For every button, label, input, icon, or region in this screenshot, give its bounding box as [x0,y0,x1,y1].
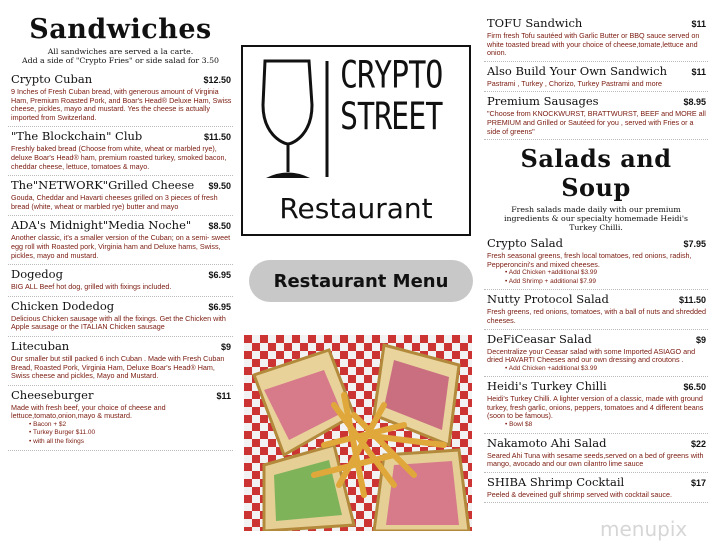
menu-item [484,377,708,433]
menu-item-price: $11 [691,66,706,77]
menu-item-addon: • Bowl $8 [505,421,708,430]
menu-item [8,386,233,452]
menu-item-price: $11 [691,19,706,29]
menu-item-name: Premium Sausages [487,94,599,109]
restaurant-menu-button[interactable]: Restaurant Menu [249,260,473,302]
menu-item-name: Nakamoto Ahi Salad [487,435,607,450]
menu-item-description: Heidi's Turkey Chilli. A lighter version of a classic, made with ground turkey, fresh garlic, onions, peppers, tomatoes and 4 different beans (soon to be famous). [487,394,704,421]
menu-item [8,176,233,216]
menu-item-description: Fresh seasonal greens, fresh local tomatoes, red onions, radish, Pepperoncini's and mixed cheeses. [487,251,692,269]
menu-item-header [487,436,708,450]
logo-line1: CRYPTO [340,53,443,98]
sandwich-list [8,70,233,451]
sandwiches-title: Sandwiches [29,14,212,45]
menu-item [484,330,708,378]
food-photo [244,335,472,531]
menu-item-header [487,475,708,489]
menu-item [484,234,708,290]
menu-item-description: Gouda, Cheddar and Havarti cheeses grilled on 3 pieces of fresh bread (white, wheat or marbled rye) butter and mayo [11,193,218,211]
menu-item-name: Nutty Protocol Salad [487,292,609,307]
menu-item-price: $17 [690,477,706,488]
menu-item-header [11,218,233,232]
menu-item-name: ADA's Midnight"Media Noche" [11,218,192,233]
right-sandwich-list [484,14,708,140]
menu-item [484,473,708,504]
menu-item-addon: • Add Chicken +additional $3.99 [505,269,708,278]
menu-item-description: Made with fresh beef, your choice of cheese and lettuce,tomato,onion,mayo & mustard. [11,402,166,421]
menu-item-description: "Choose from KNOCKWURST, BRATTWURST, BEEF and MORE all PREMIUM and Grilled or Sautéed for you , served with Fries or a side of greens" [487,109,706,136]
menu-item [484,434,708,473]
menu-item-description: Pastrami , Turkey , Chorizo, Turkey Pastrami and more [487,78,662,88]
sandwiches-column [8,0,233,451]
menu-item-description: Our smaller but still packed 6 inch Cuban . Made with Fresh Cuban Bread, Roasted Pork, Virginia Ham, Deluxe Boar's Head® Ham, Swiss cheese and pickles, Mayo and Mustard. [11,353,225,381]
menu-item [8,337,233,386]
menu-item [484,62,708,93]
menu-item-description: BIG ALL Beef hot dog, grilled with fixings included. [11,282,172,292]
menu-item-price: $22 [690,438,706,449]
menu-item-price: $9 [695,334,706,345]
menu-item-header [487,236,708,250]
menu-item-price: $11.50 [203,132,231,143]
menu-item-header [11,388,233,402]
menu-item-name: "The Blockchain" Club [11,129,143,144]
menu-item-header [11,267,233,281]
menu-item-header [487,292,708,306]
menu-item-price: $9 [220,341,231,352]
menu-item [8,70,233,127]
menu-item-name: SHIBA Shrimp Cocktail [487,474,625,489]
menu-item-price: $8.50 [208,221,231,232]
menu-item-price: $11.50 [678,295,706,306]
menu-item-name: TOFU Sandwich [487,16,583,30]
menu-item-name: The"NETWORK"Grilled Cheese [11,178,195,193]
menu-item-price: $12.50 [203,75,231,85]
menu-item-description: Delicious Chicken sausage with all the fixings. Get the Chicken with Apple sausage or the ITALIAN Chicken sausage [11,313,226,332]
logo [241,45,471,236]
menu-item-description: Fresh greens, red onions, tomatoes, with a ball of nuts and shredded cheeses. [487,307,706,325]
watermark-logo: menupix [600,517,688,541]
menu-item-name: DeFiCeasar Salad [487,331,592,346]
salads-title: Salads and Soup [520,144,672,203]
menu-item-description: 9 Inches of Fresh Cuban bread, with generous amount of Virginia Ham, Premium Roasted Pork, and Boar's Head® Deluxe Ham, Swiss cheese, pickles, mayo and mustard. Yes the cheese is actually imported from Switzerland. [11,87,232,122]
menu-item [484,92,708,140]
menu-item-header [487,16,708,30]
salads-note: Fresh salads made daily with our premium ingredients & our specialty homemade Heidi's Turkey Chilli. [504,205,688,233]
menu-item [8,216,233,265]
sandwiches-note: All sandwiches are served a la carte. Add a side of "Crypto Fries" or side salad for 3.50 [21,47,220,65]
menu-item-name: Litecuban [11,338,70,353]
menu-item-price: $8.95 [683,97,706,108]
logo-line2: STREET [340,95,443,139]
menu-item-addon: • with all the fixings [29,438,233,447]
menu-item-header [11,178,233,192]
menu-item-name: Cheeseburger [11,387,94,402]
menu-item-header [487,64,708,78]
logo-restaurant-text: Restaurant [279,192,433,225]
menu-item-price: $11 [216,390,231,401]
menu-item-name: Crypto Cuban [11,72,93,86]
menu-item-description: Freshly baked bread (Choose from white, wheat or marbled rye), deluxe Boar's Head® ham, premium roasted turkey, smoked bacon, cheddar cheese, lettuce, tomatoes & mayo. [11,144,227,171]
menu-item [8,127,233,176]
right-column [484,0,708,503]
menu-item [484,14,708,62]
menu-item-description: Peeled & deveined gulf shrimp served with cocktail sauce. [487,489,672,499]
menu-item-header [487,332,708,346]
menu-item-addon: • Turkey Burger $11.00 [29,429,233,438]
menu-item-price: $6.95 [208,301,231,312]
salad-list [484,234,708,503]
menu-item-name: Chicken Dodedog [11,298,115,313]
menu-item-description: Another classic, it's a smaller version of the Cuban; on a semi- sweet egg roll with Roasted pork, Virginia ham and Deluxe hams, Swiss, pickles, mayo and mustard. [11,233,231,260]
menu-item-header [11,339,233,353]
menu-item-price: $6.95 [208,270,231,281]
menu-item-header [487,379,708,393]
menu-item-price: $9.50 [208,181,231,192]
menu-item [8,297,233,337]
menu-item-description: Firm fresh Tofu sautéed with Garlic Butter or BBQ sauce served on white toasted bread with your choice of cheese,tomate,lettuce and onion. [487,31,700,58]
menu-item-description: Seared Ahi Tuna with sesame seeds,served on a bed of greens with mango, avocado and our own cilantro lime sauce [487,450,704,469]
menu-item-header [11,72,233,86]
menu-item-description: Decentralize your Ceasar salad with some Imported ASIAGO and dried HAVARTI Cheeses and our own dressing and croutons . [487,346,696,365]
menu-item-name: Also Build Your Own Sandwich [487,63,667,78]
menu-item-header [11,129,233,143]
menu-item-addon: • Add Chicken +additional $3.99 [505,365,708,374]
menu-item-addon: • Add Shrimp + additional $7.99 [505,278,708,287]
menu-item-addon: • Bacon + $2 [29,421,233,430]
logo-wordmark [340,55,466,138]
menu-item-header [487,94,708,108]
sandwich-fries-image [244,335,472,531]
menu-item-price: $6.50 [683,382,706,393]
menu-item [8,265,233,297]
menu-item-name: Dogedog [11,267,63,282]
menu-item-name: Crypto Salad [487,236,563,251]
menu-item-header [11,299,233,313]
menu-item [484,290,708,329]
menu-item-price: $7.95 [683,239,706,250]
menu-item-name: Heidi's Turkey Chilli [487,379,607,394]
